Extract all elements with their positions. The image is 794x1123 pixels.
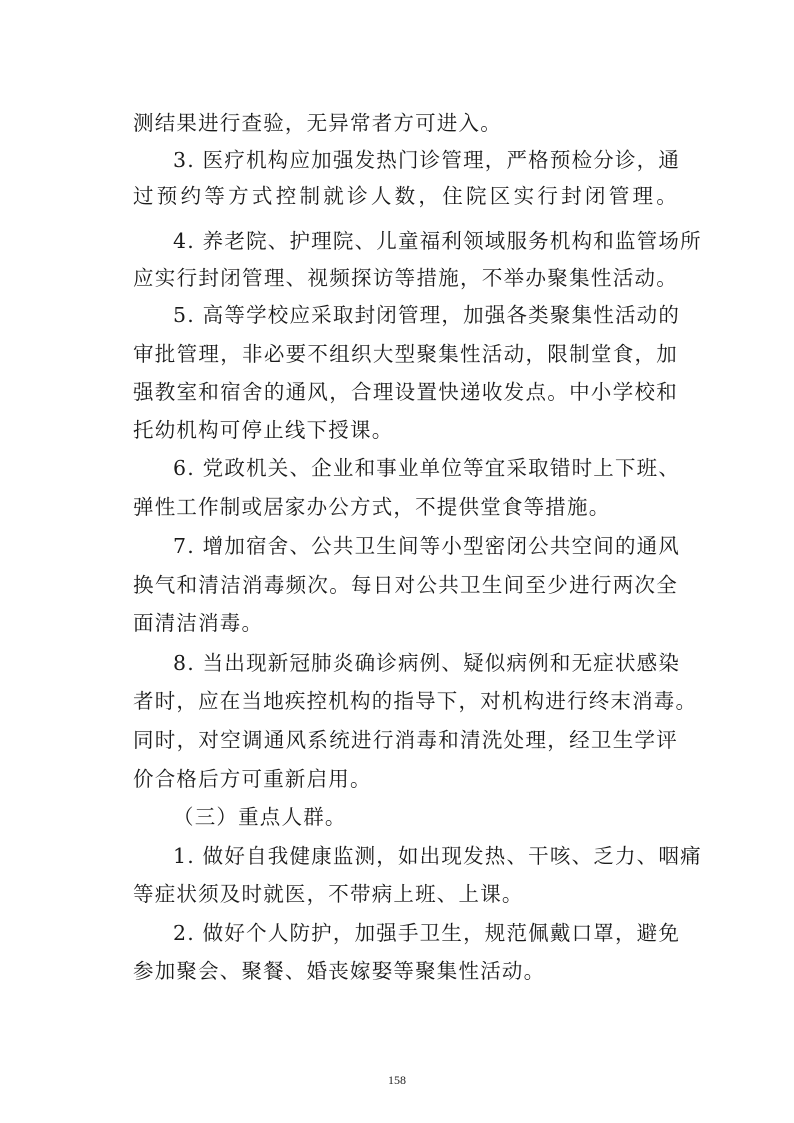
text-line: 者时，应在当地疾控机构的指导下，对机构进行终末消毒。 [133,689,698,713]
text-line: 审批管理，非必要不组织大型聚集性活动，限制堂食，加 [133,342,678,366]
text-line: 托幼机构可停止线下授课。 [133,418,394,442]
text-line: 3. 医疗机构应加强发热门诊管理，严格预检分诊，通 [173,148,681,172]
section-heading: （三）重点人群。 [173,805,347,829]
page-number: 158 [388,1073,406,1087]
text-line: 参加聚会、聚餐、婚丧嫁娶等聚集性活动。 [133,959,546,983]
text-line: 8. 当出现新冠肺炎确诊病例、疑似病例和无症状感染 [173,651,681,675]
text-line: 5. 高等学校应采取封闭管理，加强各类聚集性活动的 [173,303,681,327]
text-line: 1. 做好自我健康监测，如出现发热、干咳、乏力、咽痛 [173,844,702,868]
text-line: 强教室和宿舍的通风，合理设置快递收发点。中小学校和 [133,380,678,404]
text-line: 弹性工作制或居家办公方式，不提供堂食等措施。 [133,495,611,519]
text-line: 应实行封闭管理、视频探访等措施，不举办聚集性活动。 [133,266,678,290]
text-line: 7. 增加宿舍、公共卫生间等小型密闭公共空间的通风 [173,534,681,558]
text-line: 测结果进行查验，无异常者方可进入。 [133,111,502,135]
text-line: 4. 养老院、护理院、儿童福利领域服务机构和监管场所 [173,229,702,253]
text-line: 等症状须及时就医，不带病上班、上课。 [133,882,524,906]
text-line: 价合格后方可重新启用。 [133,767,372,791]
text-line: 面清洁消毒。 [133,611,264,635]
text-line: 2. 做好个人防护，加强手卫生，规范佩戴口罩，避免 [173,921,681,945]
text-line: 过预约等方式控制就诊人数，住院区实行封闭管理。 [133,184,678,208]
text-line: 同时，对空调通风系统进行消毒和清洗处理，经卫生学评 [133,728,678,752]
text-line: 换气和清洁消毒频次。每日对公共卫生间至少进行两次全 [133,573,678,597]
text-line: 6. 党政机关、企业和事业单位等宜采取错时上下班、 [173,456,681,480]
